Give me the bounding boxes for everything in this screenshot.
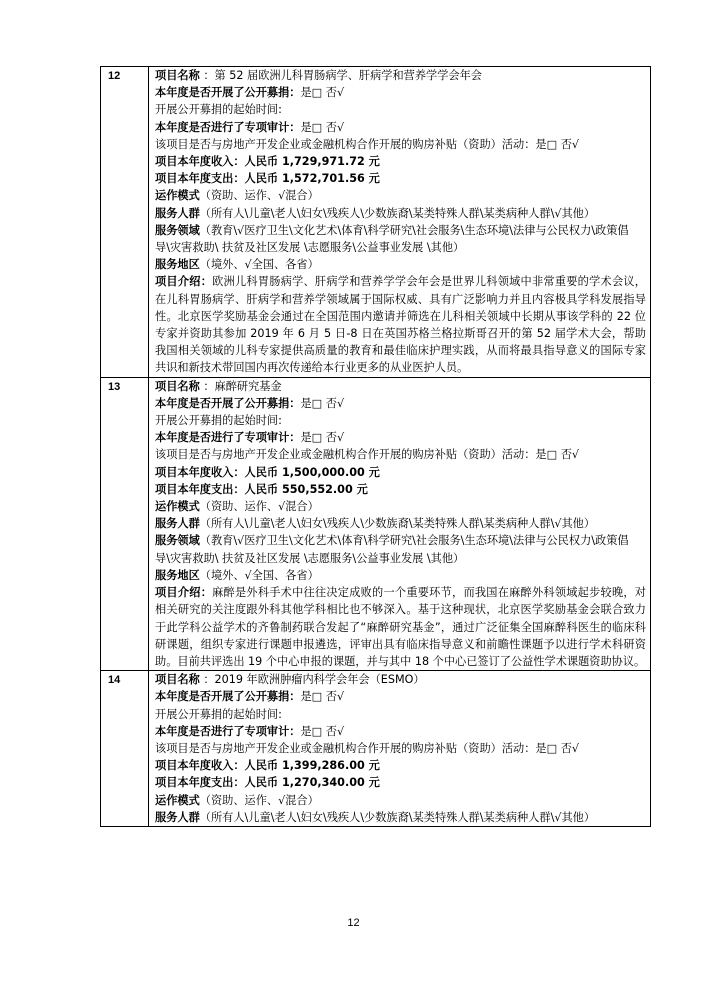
intro-text: 麻醉是外科手术中往往决定成败的一个重要环节，而我国在麻醉外科领域起步较晚，对相关研究的关注度跟外科其他学科相比也不够深入。基于这种现状，北京医学奖励基金会联合致力于此学科公益学术的齐鲁制药联合发起了“麻醉研究基金”，通过广泛征集全国麻醉科医生的临床科研课题，组织专家进行课题申报遴选，评审出具有临床指导意义和前瞻性课题予以进行学术科研资助。目前共评选出 19 个中心申报的课题，并与其中 18 个中心已签订了公益性学术课题资助协议。 (155, 586, 646, 668)
audit-value: 是□ 否√ (300, 431, 345, 445)
crowd-value: （所有人\儿童\老人\妇女\残疾人\少数族裔\某类特殊人群\某类病种人群\√其他） (199, 517, 596, 531)
project-row (101, 377, 651, 670)
name-label: 项目名称 (155, 379, 200, 393)
project-details (149, 377, 651, 670)
mode-label: 运作模式 (155, 189, 200, 203)
mode-label: 运作模式 (155, 793, 200, 807)
project-details (149, 671, 651, 827)
fundraise-value: 是□ 否√ (300, 396, 345, 410)
income-label: 项目本年度收入： (155, 155, 245, 169)
intro-label: 项目介绍： (155, 275, 213, 289)
item-number: 12 (101, 67, 149, 378)
housing-question: 该项目是否与房地产开发企业或金融机构合作开展的购房补贴（资助）活动：是□ 否√ (155, 137, 580, 151)
audit-label: 本年度是否进行了专项审计： (155, 724, 301, 738)
income-label: 项目本年度收入： (155, 759, 245, 773)
region-label: 服务地区 (155, 258, 200, 272)
fundraise-value: 是□ 否√ (300, 86, 345, 100)
field-value-cont: 导\灾害救助\ 扶贫及社区发展 \志愿服务\公益事业发展 \其他） (155, 551, 465, 565)
fundraise-label: 本年度是否开展了公开募捐： (155, 396, 301, 410)
crowd-label: 服务人群 (155, 206, 200, 220)
mode-value: （资助、运作、√混合） (199, 189, 319, 203)
fundraise-start: 开展公开募捐的起始时间: (155, 103, 282, 117)
crowd-value: （所有人\儿童\老人\妇女\残疾人\少数族裔\某类特殊人群\某类病种人群\√其他） (199, 810, 596, 824)
fundraise-value: 是□ 否√ (300, 690, 345, 704)
mode-label: 运作模式 (155, 500, 200, 514)
project-table (100, 66, 651, 827)
item-number: 14 (101, 671, 149, 827)
fundraise-start: 开展公开募捐的起始时间: (155, 414, 282, 428)
region-value: （境外、√全国、各省） (199, 568, 319, 582)
field-value-cont: 导\灾害救助\ 扶贫及社区发展 \志愿服务\公益事业发展 \其他） (155, 241, 465, 255)
project-row (101, 671, 651, 827)
page-number: 12 (347, 917, 360, 929)
audit-value: 是□ 否√ (300, 724, 345, 738)
expense-value: 人民币 550,552.00 元 (244, 482, 368, 496)
crowd-value: （所有人\儿童\老人\妇女\残疾人\少数族裔\某类特殊人群\某类病种人群\√其他） (199, 206, 596, 220)
crowd-label: 服务人群 (155, 517, 200, 531)
item-number: 13 (101, 377, 149, 670)
name-value: ：麻醉研究基金 (203, 379, 282, 393)
name-label: 项目名称 (155, 673, 200, 687)
fundraise-start: 开展公开募捐的起始时间: (155, 707, 282, 721)
region-label: 服务地区 (155, 568, 200, 582)
income-value: 人民币 1,500,000.00 元 (244, 465, 380, 479)
name-value: ：第 52 届欧洲儿科胃肠病学、肝病学和营养学学会年会 (203, 69, 482, 82)
fundraise-label: 本年度是否开展了公开募捐： (155, 86, 301, 100)
income-value: 人民币 1,729,971.72 元 (244, 155, 380, 169)
expense-label: 项目本年度支出： (155, 482, 245, 496)
expense-label: 项目本年度支出： (155, 172, 245, 186)
audit-label: 本年度是否进行了专项审计： (155, 120, 301, 134)
field-label: 服务领域 (155, 534, 200, 548)
project-row (101, 67, 651, 378)
field-label: 服务领域 (155, 223, 200, 237)
housing-question: 该项目是否与房地产开发企业或金融机构合作开展的购房补贴（资助）活动：是□ 否√ (155, 448, 580, 462)
expense-value: 人民币 1,572,701.56 元 (244, 172, 380, 186)
name-value: ：2019 年欧洲肿瘤内科学会年会（ESMO） (203, 673, 425, 687)
income-label: 项目本年度收入： (155, 465, 245, 479)
housing-question: 该项目是否与房地产开发企业或金融机构合作开展的购房补贴（资助）活动：是□ 否√ (155, 741, 580, 755)
mode-value: （资助、运作、√混合） (199, 500, 319, 514)
crowd-label: 服务人群 (155, 810, 200, 824)
expense-label: 项目本年度支出： (155, 776, 245, 790)
intro-label: 项目介绍： (155, 586, 213, 600)
expense-value: 人民币 1,270,340.00 元 (244, 776, 380, 790)
audit-label: 本年度是否进行了专项审计： (155, 431, 301, 445)
project-details (149, 67, 651, 378)
name-label: 项目名称 (155, 69, 200, 82)
audit-value: 是□ 否√ (300, 120, 345, 134)
income-value: 人民币 1,399,286.00 元 (244, 759, 380, 773)
field-value: （教育\√医疗卫生\文化艺术\体育\科学研究\社会服务\生态环境\法律与公民权力\政策倡 (199, 534, 629, 548)
field-value: （教育\√医疗卫生\文化艺术\体育\科学研究\社会服务\生态环境\法律与公民权力\政策倡 (199, 223, 629, 237)
intro-text: 欧洲儿科胃肠病学、肝病学和营养学学会年会是世界儿科领域中非常重要的学术会议，在儿科胃肠病学、肝病学和营养学领域属于国际权威、具有广泛影响力并且内容极具学科发展指导性。北京医学奖励基金会通过在全国范围内邀请并筛选在儿科相关领域中长期从事该学科的 22 位专家并资助其参加 2019 年 6 月 5 日-8 日在英国苏格兰格拉斯哥召开的第 52 届学术大会，帮助我国相关领域的儿科专家提供高质量的教育和最佳临床护理实践，从而将最具指导意义的国际专家共识和新技术带回国内再次传递给本行业更多的从业医护人员。 (155, 275, 646, 375)
mode-value: （资助、运作、√混合） (199, 793, 319, 807)
region-value: （境外、√全国、各省） (199, 258, 319, 272)
fundraise-label: 本年度是否开展了公开募捐： (155, 690, 301, 704)
